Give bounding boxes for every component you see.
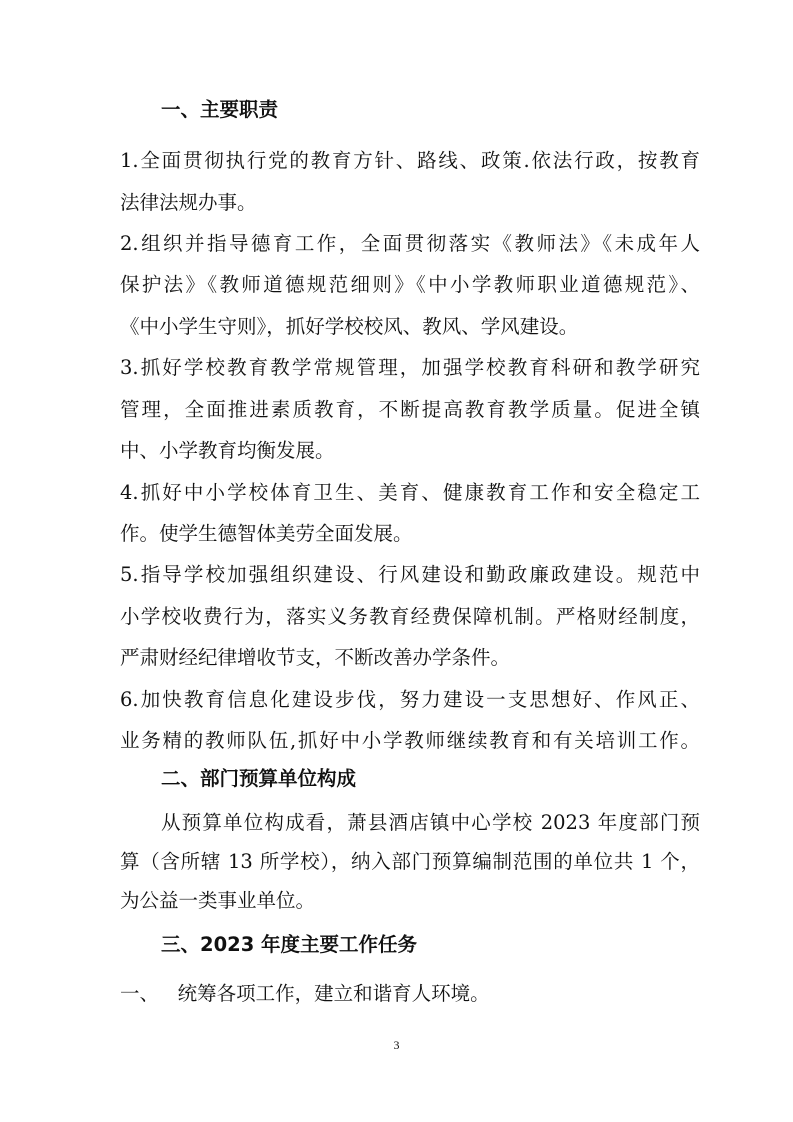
duty-item-3-line-1: 3.抓好学校教育教学常规管理，加强学校教育科研和教学研究 bbox=[120, 356, 700, 379]
duty-item-2-line-3: 《中小学生守则》，抓好学校校风、教风、学风建设。 bbox=[120, 315, 579, 338]
budget-units-line-3: 为公益一类事业单位。 bbox=[120, 889, 316, 912]
section-heading-main-duties: 一、主要职责 bbox=[161, 98, 279, 121]
duty-item-5-line-2: 小学校收费行为，落实义务教育经费保障机制。严格财经制度， bbox=[120, 605, 700, 628]
duty-item-1-line-2: 法律法规办事。 bbox=[120, 191, 257, 214]
duty-item-6-line-2: 业务精的教师队伍,抓好中小学教师继续教育和有关培训工作。 bbox=[120, 729, 700, 752]
duty-item-3-line-3: 中、小学教育均衡发展。 bbox=[120, 439, 335, 462]
duty-item-5-line-3: 严肃财经纪律增收节支，不断改善办学条件。 bbox=[120, 646, 511, 669]
duty-item-6-line-1: 6.加快教育信息化建设步伐，努力建设一支思想好、作风正、 bbox=[120, 688, 700, 711]
duty-item-3-line-2: 管理，全面推进素质教育，不断提高教育教学质量。促进全镇 bbox=[120, 398, 700, 421]
duty-item-2-line-2: 保护法》《教师道德规范细则》《中小学教师职业道德规范》、 bbox=[120, 273, 700, 296]
duty-item-4-line-1: 4.抓好中小学校体育卫生、美育、健康教育工作和安全稳定工 bbox=[120, 481, 700, 504]
budget-units-line-1: 从预算单位构成看，萧县酒店镇中心学校 2023 年度部门预 bbox=[161, 811, 700, 834]
section-heading-2023-tasks: 三、2023 年度主要工作任务 bbox=[161, 933, 418, 956]
duty-item-5-line-1: 5.指导学校加强组织建设、行风建设和勤政廉政建设。规范中 bbox=[120, 563, 700, 586]
duty-item-1-line-1: 1.全面贯彻执行党的教育方针、路线、政策.依法行政，按教育 bbox=[120, 149, 700, 172]
duty-item-2-line-1: 2.组织并指导德育工作，全面贯彻落实《教师法》《未成年人 bbox=[120, 232, 700, 255]
section-heading-budget-units: 二、部门预算单位构成 bbox=[161, 767, 357, 790]
duty-item-4-line-2: 作。使学生德智体美劳全面发展。 bbox=[120, 522, 413, 545]
budget-units-line-2: 算（含所辖 13 所学校），纳入部门预算编制范围的单位共 1 个， bbox=[120, 850, 700, 873]
page-number: 3 bbox=[393, 1038, 400, 1052]
task-item-1: 一、 统筹各项工作，建立和谐育人环境。 bbox=[120, 982, 490, 1005]
